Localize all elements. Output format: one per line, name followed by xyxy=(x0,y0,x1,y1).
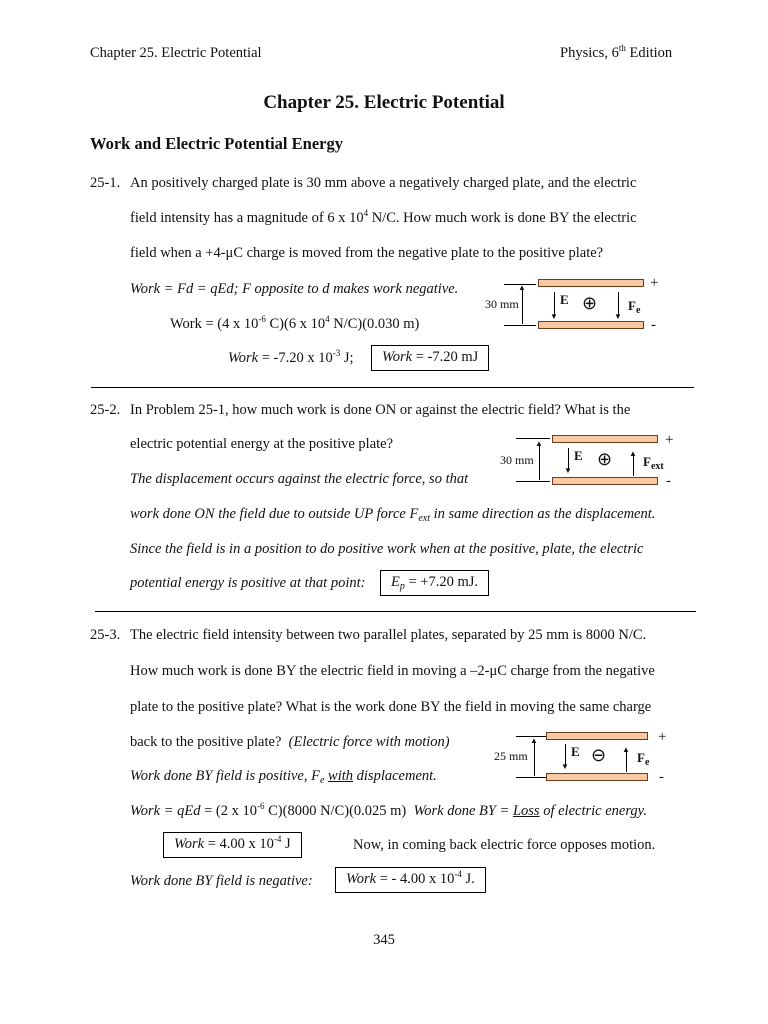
problem-text: How much work is done BY the electric field in moving a –2-μC charge from the negative xyxy=(130,663,655,679)
note-text: Now, in coming back electric force opposes motion. xyxy=(353,837,656,853)
problem-text: In Problem 25-1, how much work is done ON or against the electric field? What is the xyxy=(130,402,631,418)
negative-plate xyxy=(552,477,658,485)
positive-plate xyxy=(538,279,644,287)
parallel-plate-diagram: ▲ 30 mm ▼ E ⊕ ▲ $F_{ext}$ + - xyxy=(500,432,674,489)
solution-text: Since the field is in a position to do positive work when at the positive, plate, the electric xyxy=(130,541,644,557)
section-heading: Work and Electric Potential Energy xyxy=(90,134,343,153)
chapter-title: Chapter 25. Electric Potential xyxy=(263,92,505,113)
positive-charge-icon: ⊕ xyxy=(582,293,598,314)
negative-plate xyxy=(546,773,648,781)
running-header-right: Physics, 6th Edition xyxy=(560,43,673,61)
solution-text: Work = -7.20 x $10^{-3}$ J; xyxy=(228,348,354,366)
problem-number: 25-3. xyxy=(90,627,121,643)
problem-text: field intensity has a magnitude of 6 x $10^4$ N/C. How much work is done BY the electric xyxy=(130,208,637,226)
solution-text: The displacement occurs against the electric force, so that xyxy=(130,471,469,487)
distance-label: 25 mm xyxy=(494,749,528,763)
solution-text: potential energy is positive at that point: xyxy=(130,575,366,591)
running-header-left: Chapter 25. Electric Potential xyxy=(90,45,262,61)
distance-label: 30 mm xyxy=(500,453,534,467)
minus-sign: - xyxy=(651,317,656,333)
divider xyxy=(91,387,694,388)
problem-text: field when a +4-μC charge is moved from the negative plate to the positive plate? xyxy=(130,245,604,261)
problem-text: back to the positive plate? (Electric force with motion) xyxy=(130,734,450,750)
negative-plate xyxy=(538,321,644,329)
parallel-plate-diagram: ▲ 25 mm ▼ E ⊖ ▲ $F_e$ + - xyxy=(494,729,667,785)
plus-sign: + xyxy=(650,275,659,291)
negative-charge-icon: ⊖ xyxy=(591,745,607,766)
positive-charge-icon: ⊕ xyxy=(597,449,613,470)
field-label: E xyxy=(571,744,580,759)
problem-number: 25-2. xyxy=(90,402,121,418)
problem-text: plate to the positive plate? What is the work done BY the field in moving the same charge xyxy=(130,699,652,715)
problem-number: 25-1. xyxy=(90,175,121,191)
force-label: $F_{ext}$ xyxy=(643,454,664,472)
parallel-plate-diagram: ▲ 30 mm ▼ E ⊕ ▼ $F_e$ + - xyxy=(485,275,659,333)
minus-sign: - xyxy=(666,473,671,489)
answer-box: Work = -7.20 mJ xyxy=(371,345,489,371)
solution-text: Work = Fd = qEd; F opposite to d makes work negative. xyxy=(130,281,459,297)
problem-text: electric potential energy at the positive plate? xyxy=(130,436,394,452)
answer-box: Work = - 4.00 x $10^{-4}$ J. xyxy=(335,867,486,893)
field-label: E xyxy=(574,448,583,463)
solution-text: Work = qEd = (2 x $10^{-6}$ C)(8000 N/C)(0.025 m) Work done BY = Loss of electric energy. xyxy=(130,801,647,819)
distance-label: 30 mm xyxy=(485,297,519,311)
force-label: $F_e$ xyxy=(628,298,641,316)
solution-text: Work done BY field is positive, $F_e$ with displacement. xyxy=(130,768,437,786)
page-number: 345 xyxy=(373,932,395,948)
divider xyxy=(95,611,696,612)
problem-text: The electric field intensity between two parallel plates, separated by 25 mm is 8000 N/C. xyxy=(130,627,647,643)
solution-text: Work done BY field is negative: xyxy=(130,873,313,889)
answer-box: Work = 4.00 x $10^{-4}$ J xyxy=(163,832,302,858)
problem-text: An positively charged plate is 30 mm above a negatively charged plate, and the electric xyxy=(130,175,637,191)
solution-text: Work = (4 x $10^{-6}$ C)(6 x $10^4$ N/C)(0.030 m) xyxy=(170,314,420,332)
positive-plate xyxy=(552,435,658,443)
positive-plate xyxy=(546,732,648,740)
field-label: E xyxy=(560,292,569,307)
plus-sign: + xyxy=(665,432,674,448)
force-label: $F_e$ xyxy=(637,750,650,768)
plus-sign: + xyxy=(658,729,667,745)
solution-text: work done ON the field due to outside UP force $F_{ext}$ in same direction as the displacement. xyxy=(130,506,656,524)
minus-sign: - xyxy=(659,769,664,785)
answer-box: $E_p = +7.20$ mJ. xyxy=(380,570,489,596)
